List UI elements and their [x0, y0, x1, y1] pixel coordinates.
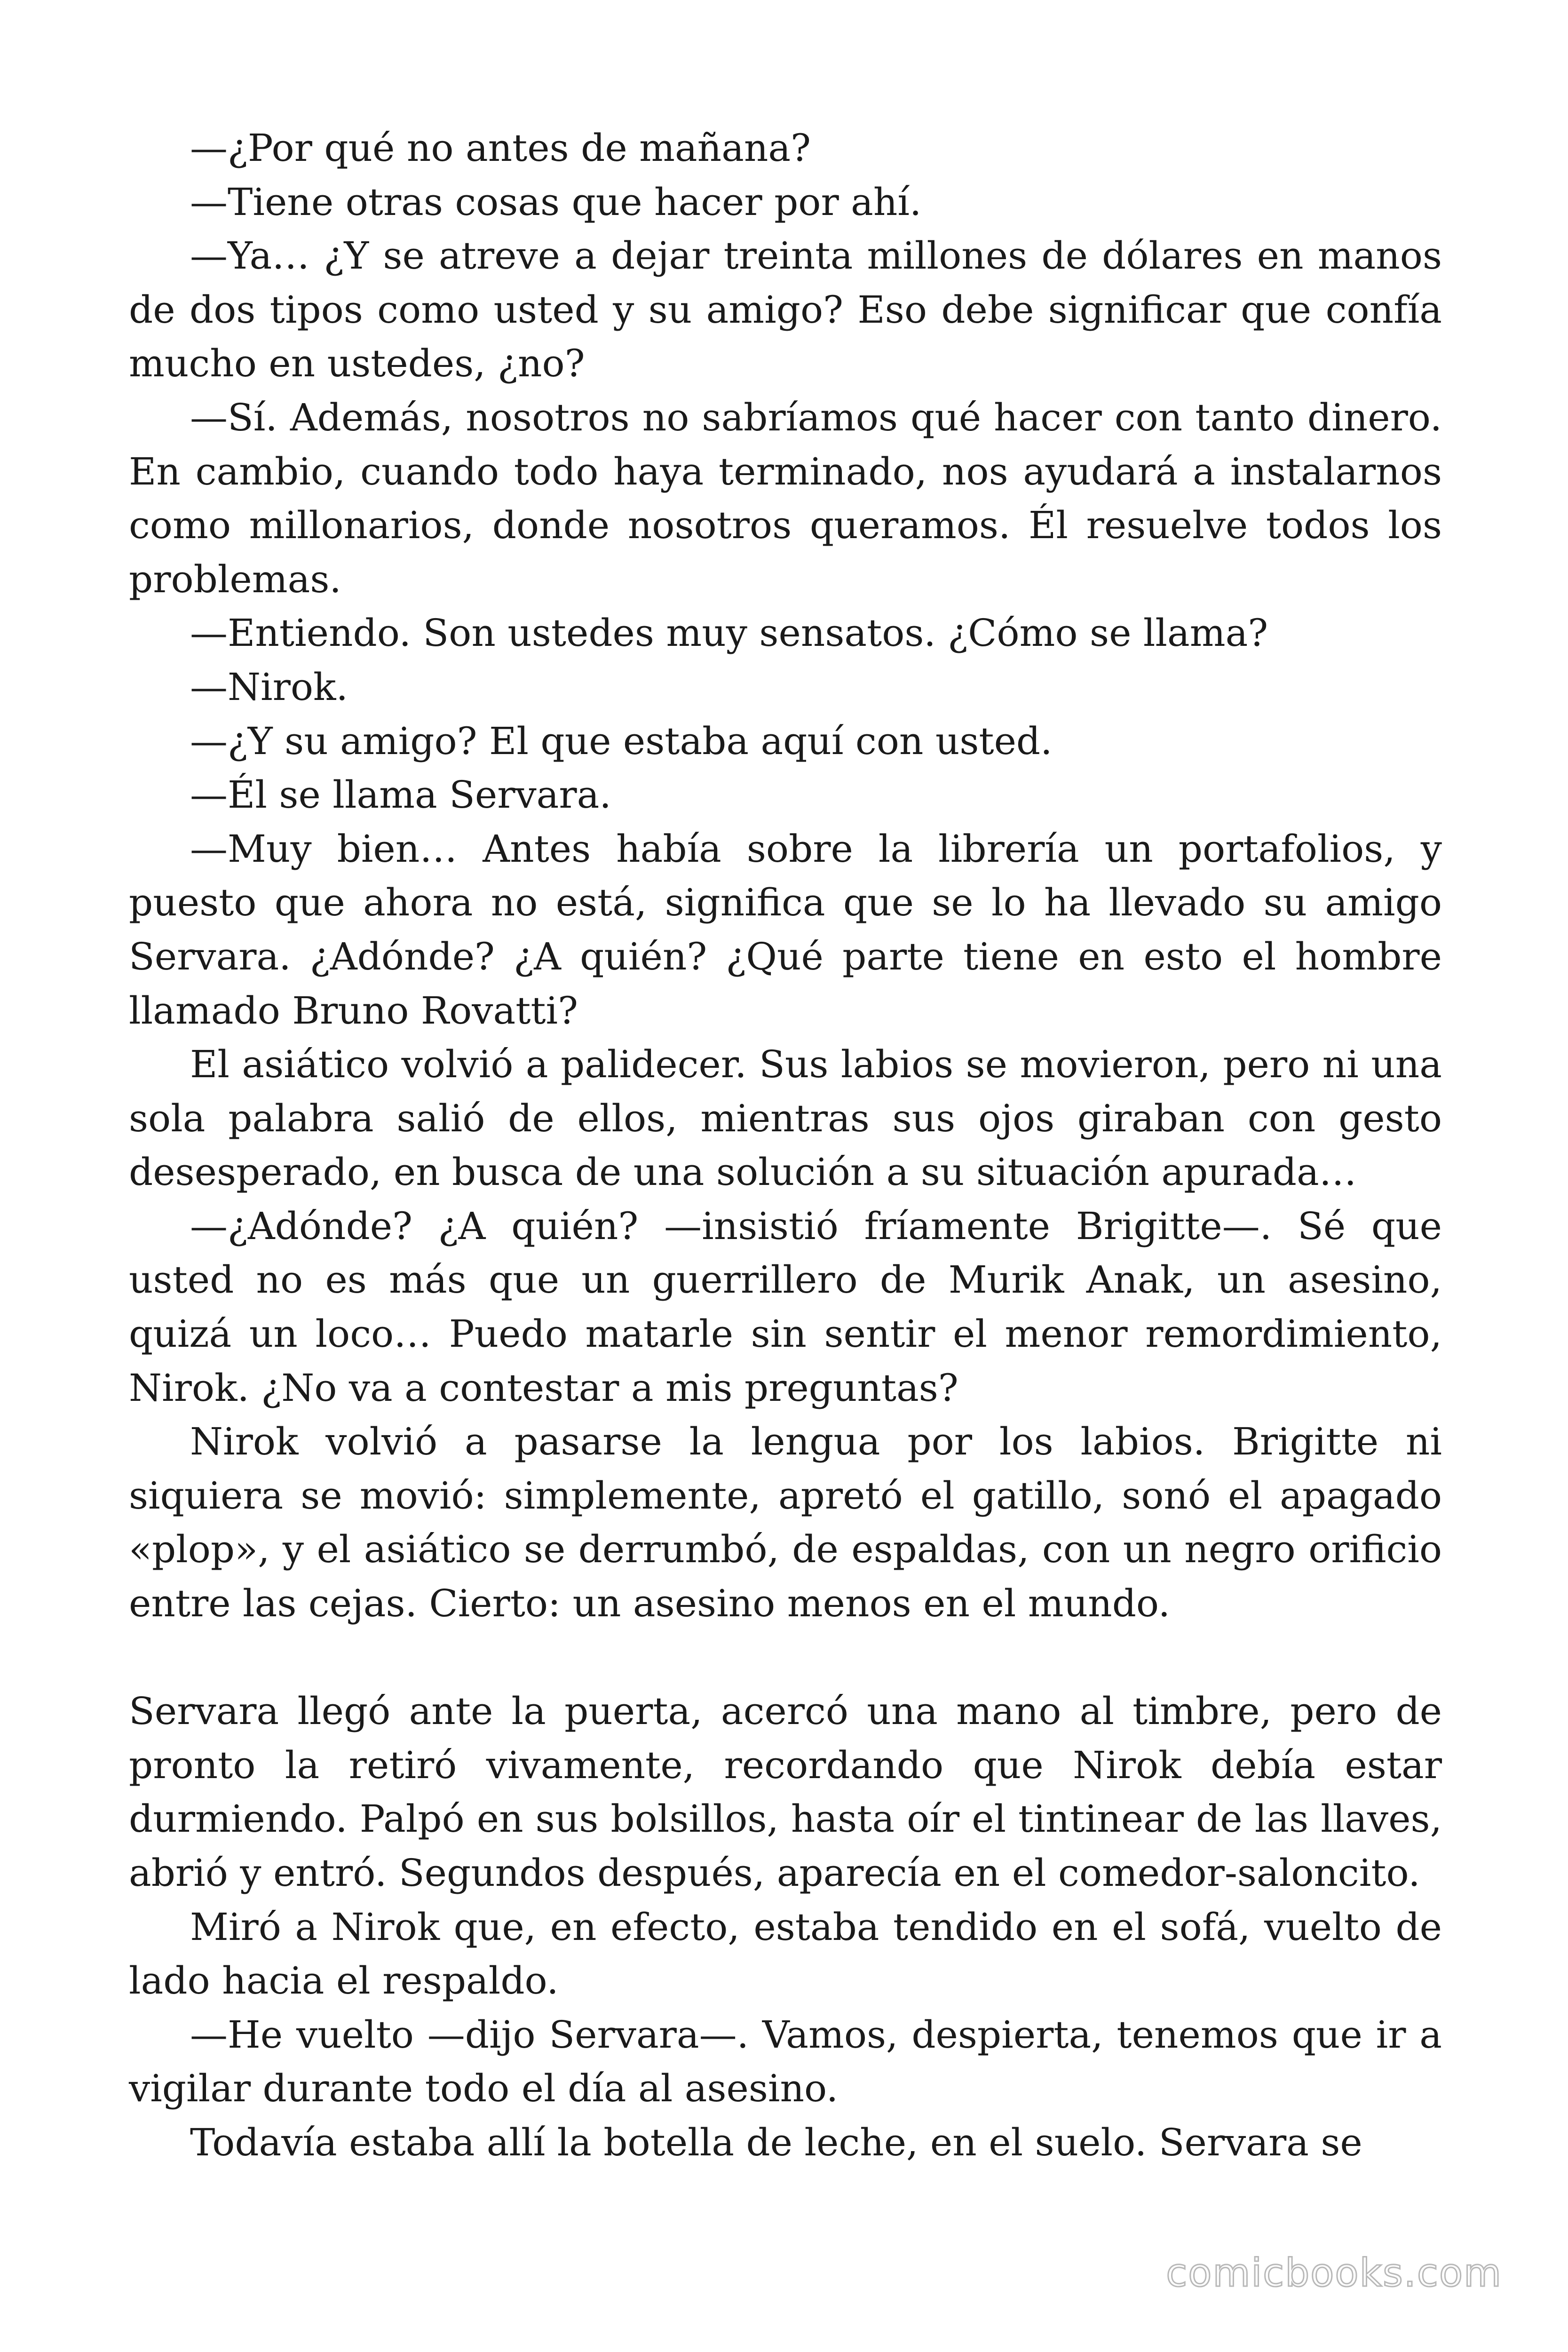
paragraph: —¿Por qué no antes de mañana? [190, 126, 811, 170]
paragraph: Nirok volvió a pasarse la lengua por los labios. Brigitte ni siquiera se movió: simplemente, apretó el gatillo, sonó el apagado «plop», y el asiático se derrumbó, de espaldas, con un negro orificio entre las cejas. Cierto: un asesino menos en el mundo. [129, 1420, 1442, 1626]
paragraph: —Sí. Además, nosotros no sabríamos qué hacer con tanto dinero. En cambio, cuando todo haya terminado, nos ayudará a instalarnos como millonarios, donde nosotros queramos. Él resuelve todos los problemas. [129, 395, 1442, 601]
paragraph: —Nirok. [190, 665, 348, 709]
paragraph: Miró a Nirok que, en efecto, estaba tendido en el sofá, vuelto de lado hacia el respaldo. [129, 1905, 1442, 2003]
paragraph: —¿Y su amigo? El que estaba aquí con usted. [190, 719, 1053, 763]
paragraph: El asiático volvió a palidecer. Sus labios se movieron, pero ni una sola palabra salió de ellos, mientras sus ojos giraban con gesto desesperado, en busca de una solución a su situación apurada… [129, 1042, 1442, 1194]
watermark: comicbooks.com [1166, 2251, 1502, 2296]
book-page [129, 121, 1442, 2170]
paragraph: Servara llegó ante la puerta, acercó una mano al timbre, pero de pronto la retiró vivamente, recordando que Nirok debía estar durmiendo. Palpó en sus bolsillos, hasta oír el tintinear de las llaves, abrió y entró. Segundos después, aparecía en el comedor-saloncito. [129, 1689, 1442, 1895]
paragraph: —Entiendo. Son ustedes muy sensatos. ¿Cómo se llama? [190, 611, 1268, 655]
paragraph: —He vuelto —dijo Servara—. Vamos, despierta, tenemos que ir a vigilar durante todo el día al asesino. [129, 2012, 1442, 2111]
paragraph: —Ya… ¿Y se atreve a dejar treinta millones de dólares en manos de dos tipos como usted y su amigo? Eso debe significar que confía mucho en ustedes, ¿no? [129, 234, 1442, 386]
paragraph: —Muy bien… Antes había sobre la librería un portafolios, y puesto que ahora no está, significa que se lo ha llevado su amigo Servara. ¿Adónde? ¿A quién? ¿Qué parte tiene en esto el hombre llamado Bruno Rovatti? [129, 826, 1442, 1033]
paragraph: Todavía estaba allí la botella de leche, en el suelo. Servara se [190, 2120, 1362, 2164]
paragraph: —Tiene otras cosas que hacer por ahí. [190, 180, 922, 224]
scene-break [129, 1631, 1442, 1685]
paragraph: —¿Adónde? ¿A quién? —insistió fríamente Brigitte—. Sé que usted no es más que un guerrillero de Murik Anak, un asesino, quizá un loco… Puedo matarle sin sentir el menor remordimiento, Nirok. ¿No va a contestar a mis preguntas? [129, 1204, 1442, 1410]
paragraph: —Él se llama Servara. [190, 773, 611, 817]
